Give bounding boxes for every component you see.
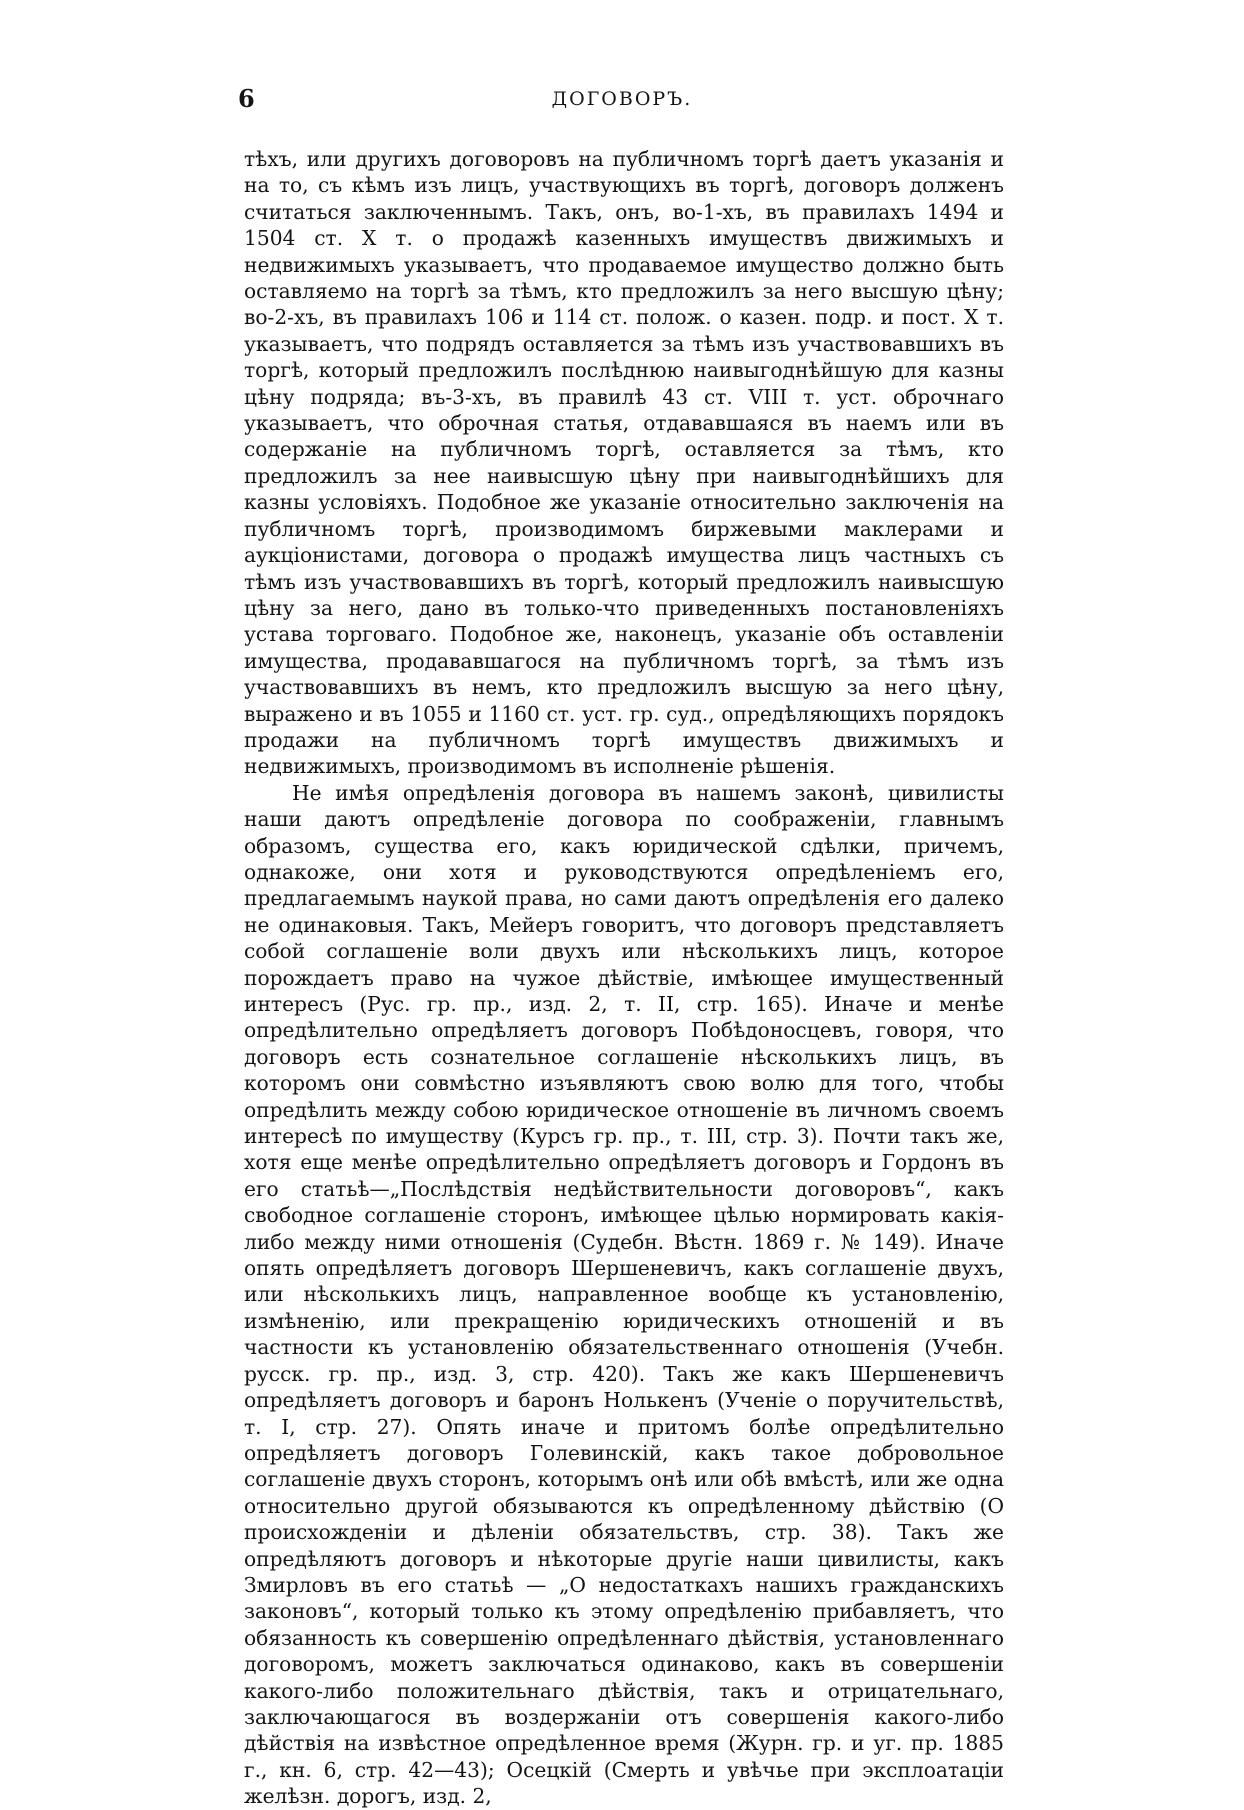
paragraph-definitions: Не имѣя опредѣленія договора въ нашемъ законѣ, цивилисты наши даютъ опредѣленіе договора по соображеніи, главнымъ образомъ, существа его, какъ юридической сдѣлки, причемъ, однакоже, они хотя и руководствуются опредѣленіемъ его, предлагаемымъ наукой права, но сами даютъ опредѣленія его далеко не одинаковыя. Такъ, Мейеръ говоритъ, что договоръ представляетъ собой соглашеніе воли двухъ или нѣсколькихъ лицъ, которое порождаетъ право на чужое дѣйствіе, имѣющее имущественный интересъ (Рус. гр. пр., изд. 2, т. II, стр. 165). Иначе и менѣе опредѣлительно опредѣляетъ договоръ Побѣдоносцевъ, говоря, что договоръ есть сознательное соглашеніе нѣсколькихъ лицъ, въ которомъ они совмѣстно изъявляютъ свою волю для того, чтобы опредѣлить между собою юридическое отношеніе въ личномъ своемъ интересѣ по имуществу (Курсъ гр. пр., т. III, стр. 3). Почти такъ же, хотя еще менѣе опредѣлительно опредѣляетъ договоръ и Гордонъ въ его статьѣ—„Послѣдствія недѣйствительности договоровъ“, какъ свободное соглашеніе сторонъ, имѣющее цѣлью нормировать какія-либо между ними отношенія (Судебн. Вѣстн. 1869 г. № 149). Иначе опять опредѣляетъ договоръ Шершеневичъ, какъ соглашеніе двухъ, или нѣсколькихъ лицъ, направленное вообще къ установленію, измѣненію, или прекращенію юридическихъ отношеній и въ частности къ установленію обязательственнаго отношенія (Учебн. русск. гр. пр., изд. 3, стр. 420). Такъ же какъ Шершеневичъ опредѣляетъ договоръ и баронъ Нолькенъ (Ученіе о поручительствѣ, т. I, стр. 27). Опять иначе и притомъ болѣе опредѣлительно опредѣляетъ договоръ Голевинскій, какъ такое добровольное соглашеніе двухъ сторонъ, которымъ онѣ или обѣ вмѣстѣ, или же одна относительно другой обязываются къ опредѣленному дѣйствію (О происхожденіи и дѣленіи обязательствъ, стр. 38). Такъ же опредѣляютъ договоръ и нѣкоторые другіе наши цивилисты, какъ Змирловъ въ его статьѣ — „О недостаткахъ нашихъ гражданскихъ законовъ“, который только къ этому опредѣленію прибавляетъ, что обязанность къ совершенію опредѣленнаго дѣйствія, установленнаго договоромъ, можетъ заключаться одинаково, какъ въ совершеніи какого-либо положительнаго дѣйствія, такъ и отрицательнаго, заключающагося въ воздержаніи отъ совершенія какого-либо дѣйствія на извѣстное опредѣленное время (Журн. гр. и уг. пр. 1885 г., кн. 6, стр. 42—43); Осецкій (Смерть и увѣчье при эксплоатаціи желѣзн. дорогъ, изд. 2,: [244, 780, 1004, 1809]
page-number: 6: [238, 84, 256, 113]
body-text: [244, 146, 1004, 1810]
paragraph-continuation: тѣхъ, или другихъ договоровъ на публичномъ торгѣ даетъ указанія и на то, съ кѣмъ изъ лицъ, участвующихъ въ торгѣ, договоръ долженъ считаться заключеннымъ. Такъ, онъ, во-1-хъ, въ правилахъ 1494 и 1504 ст. X т. о продажѣ казенныхъ имуществъ движимыхъ и недвижимыхъ указываетъ, что продаваемое имущество должно быть оставляемо на торгѣ за тѣмъ, кто предложилъ за него высшую цѣну; во-2-хъ, въ правилахъ 106 и 114 ст. полож. о казен. подр. и пост. X т. указываетъ, что подрядъ оставляется за тѣмъ изъ участвовавшихъ въ торгѣ, который предложилъ послѣднюю наивыгоднѣйшую для казны цѣну подряда; въ-3-хъ, въ правилѣ 43 ст. VIII т. уст. оброчнаго указываетъ, что оброчная статья, отдававшаяся въ наемъ или въ содержаніе на публичномъ торгѣ, оставляется за тѣмъ, кто предложилъ за нее наивысшую цѣну при наивыгоднѣйшихъ для казны условіяхъ. Подобное же указаніе относительно заключенія на публичномъ торгѣ, производимомъ биржевыми маклерами и аукціонистами, договора о продажѣ имущества лицъ частныхъ съ тѣмъ изъ участвовавшихъ въ торгѣ, который предложилъ наивысшую цѣну за него, дано въ только-что приведенныхъ постановленіяхъ устава торговаго. Подобное же, наконецъ, указаніе объ оставленіи имущества, продававшагося на публичномъ торгѣ, за тѣмъ изъ участвовавшихъ въ немъ, кто предложилъ высшую за него цѣну, выражено и въ 1055 и 1160 ст. уст. гр. суд., опредѣляющихъ порядокъ продажи на публичномъ торгѣ имуществъ движимыхъ и недвижимыхъ, производимомъ въ исполненіе рѣшенія.: [244, 147, 1004, 779]
running-title: ДОГОВОРЪ.: [551, 88, 693, 110]
